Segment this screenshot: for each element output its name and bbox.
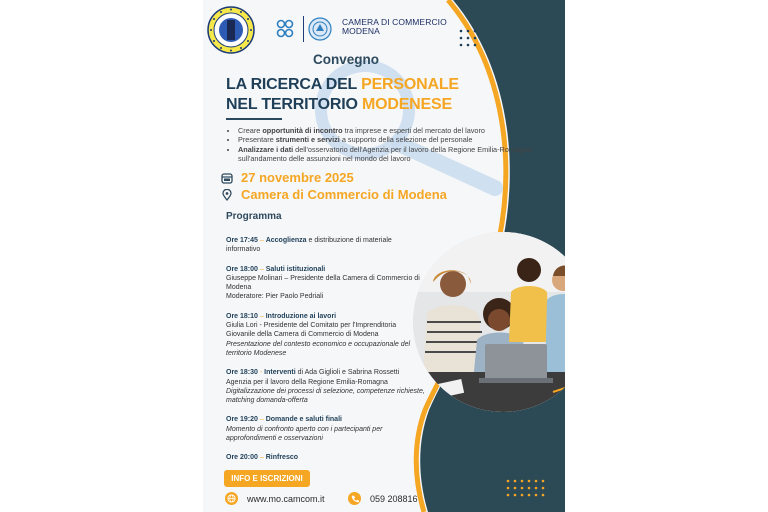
website-row	[225, 492, 325, 505]
objective-item: • Analizzare i dati dell'osservatorio dell'Agenzia per il lavoro della Regione Emilia-Romagna, sull'andamento delle assunzioni nel mondo del lavoro	[238, 145, 538, 164]
phone-icon	[348, 492, 361, 505]
agenda-item: Ore 18:30 - Interventi di Ada Giglioli e Sabrina Rossetti Agenzia per il lavoro della Regione Emilia-Romagna Digitalizzazione dei processi di selezione, competenze richieste, matching domanda-offerta	[226, 369, 425, 405]
logo-divider	[303, 16, 304, 42]
chamber-name	[342, 18, 447, 36]
program-agenda	[226, 236, 426, 473]
objectives-list	[228, 126, 538, 164]
association-logo-icon	[207, 6, 255, 54]
event-kicker: Convegno	[313, 52, 379, 67]
chamber-seal-icon	[308, 17, 332, 41]
agenda-item: Ore 18:00 – Saluti istituzionali Giuseppe Molinari – Presidente della Camera di Commercio di Modena Moderatore: Pier Paolo Pedriali	[226, 265, 420, 301]
title-line1-highlight: PERSONALE	[361, 76, 459, 93]
title-line1-main: LA RICERCA DEL	[226, 76, 362, 93]
globe-icon	[225, 492, 238, 505]
event-place: Camera di Commercio di Modena	[241, 187, 447, 202]
decorative-dots-bottom	[505, 478, 549, 498]
objective-item: • Presentare strumenti e servizi a supporto della selezione del personale	[238, 135, 538, 144]
title-line2-main: NEL TERRITORIO	[226, 96, 362, 113]
calendar-icon	[221, 172, 233, 184]
phone-row	[348, 492, 418, 505]
title-line2-highlight: MODENESE	[361, 96, 452, 113]
chamber-name-line2: MODENA	[342, 26, 380, 36]
phone-number[interactable]: 059 208816	[370, 493, 418, 504]
agenda-item: Ore 18:10 – Introduzione ai lavori Giulia Lori - Presidente del Comitato per l'Imprenditoria Giovanile della Camera di Commercio di Modena Presentazione del contesto economico e occupazionale del territorio Modenese	[226, 312, 411, 357]
info-registration-button[interactable]: INFO E ISCRIZIONI	[224, 470, 310, 487]
event-date-row	[221, 170, 354, 185]
agenda-item: Ore 19:20 – Domande e saluti finali Momento di confronto aperto con i partecipanti per approfondimenti e osservazioni	[226, 416, 383, 443]
event-title	[226, 75, 459, 115]
event-place-row	[221, 187, 447, 202]
location-pin-icon	[221, 189, 233, 201]
event-date: 27 novembre 2025	[241, 170, 354, 185]
agenda-item: Ore 20:00 – Rinfresco	[226, 454, 299, 462]
title-underline	[226, 118, 282, 120]
objective-item: • Creare opportunità di incontro tra imprese e esperti del mercato del lavoro	[238, 126, 538, 135]
event-poster	[203, 0, 565, 512]
website-link[interactable]: www.mo.camcom.it	[247, 493, 325, 504]
chamber-name-line1: CAMERA DI COMMERCIO	[342, 17, 447, 27]
agenda-item: Ore 17:45 – Accoglienza e distribuzione di materiale informativo	[226, 237, 392, 254]
chamber-network-logo-icon	[273, 17, 297, 41]
program-heading: Programma	[226, 211, 282, 222]
